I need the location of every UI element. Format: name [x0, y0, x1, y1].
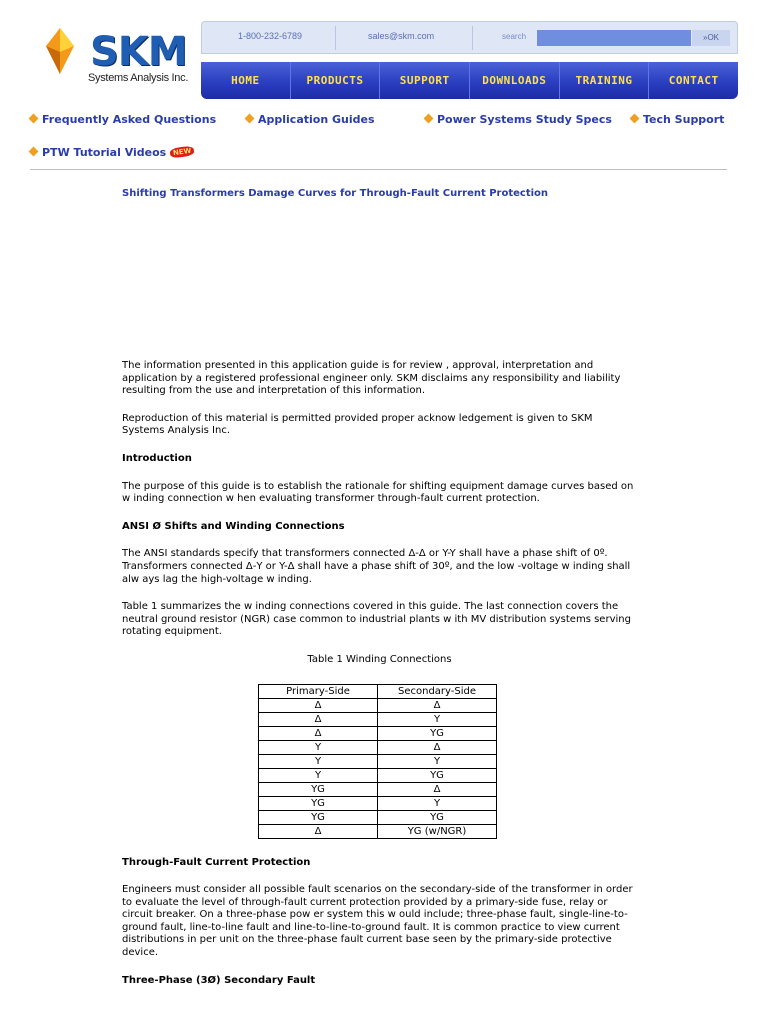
- table-row: [259, 740, 497, 754]
- table-row: [259, 754, 497, 768]
- three-phase-heading: Three-Phase (3Ø) Secondary Fault: [122, 974, 316, 986]
- divider: [472, 26, 473, 50]
- table-cell: Δ: [259, 712, 378, 726]
- bullet-diamond-icon: [29, 114, 39, 124]
- table-cell: YG: [259, 796, 378, 810]
- table-row: [259, 782, 497, 796]
- study-specs-link[interactable]: [425, 113, 612, 126]
- logo-diamond-icon: [44, 28, 76, 76]
- table-row: [259, 768, 497, 782]
- nav-training[interactable]: TRAINING: [560, 62, 650, 99]
- top-info-bar: [201, 21, 738, 54]
- table1-intro-paragraph: Table 1 summarizes the w inding connections covered in this guide. The last connection covers the neutral ground resistor (NGR) case common to industrial plants w ith MV distribution systems serving rotating equipment.: [122, 601, 631, 638]
- search-go-label: OK: [707, 33, 719, 42]
- bullet-diamond-icon: [630, 114, 640, 124]
- phone-link[interactable]: 1-800-232-6789: [238, 31, 303, 41]
- search-label: search: [502, 32, 527, 41]
- table-row: [259, 810, 497, 824]
- table-cell: Y: [378, 754, 497, 768]
- ptw-videos-label: PTW Tutorial Videos: [42, 146, 167, 159]
- search-go-button[interactable]: »OK: [692, 30, 730, 46]
- horizontal-divider: [30, 169, 727, 170]
- divider: [335, 26, 336, 50]
- winding-connections-table: [258, 684, 497, 839]
- table-row: [259, 698, 497, 712]
- tech-support-link[interactable]: [631, 113, 724, 126]
- table-caption: Table 1 Winding Connections: [307, 653, 452, 665]
- skm-logo[interactable]: [44, 28, 194, 88]
- table-header: Secondary-Side: [378, 684, 497, 698]
- table-row: [259, 726, 497, 740]
- new-badge: NEW: [170, 145, 196, 158]
- table-cell: Δ: [259, 824, 378, 838]
- logo-wordmark: SKM: [90, 29, 187, 75]
- bullet-diamond-icon: [424, 114, 434, 124]
- table-cell: Δ: [259, 698, 378, 712]
- app-guides-link[interactable]: [246, 113, 375, 126]
- nav-downloads[interactable]: DOWNLOADS: [470, 62, 560, 99]
- email-link[interactable]: sales@skm.com: [368, 31, 435, 41]
- table-cell: YG: [259, 782, 378, 796]
- table-cell: Y: [378, 796, 497, 810]
- study-specs-label: Power Systems Study Specs: [437, 113, 612, 126]
- tech-support-label: Tech Support: [643, 113, 725, 126]
- bullet-diamond-icon: [29, 147, 39, 157]
- app-guides-label: Application Guides: [258, 113, 375, 126]
- article-body: [122, 360, 637, 1002]
- table-row: [259, 796, 497, 810]
- table-cell: YG (w/NGR): [378, 824, 497, 838]
- disclaimer-paragraph: The information presented in this application guide is for review , approval, interpretation and application by a registered professional engineer only. SKM disclaims any responsibility and liability resulting from the use and interpretation of this information.: [122, 360, 621, 397]
- table-cell: YG: [378, 726, 497, 740]
- tfcp-paragraph: Engineers must consider all possible fault scenarios on the secondary-side of the transformer in order to evaluate the level of through-fault current protection provided by a primary-side fuse, relay or circuit breaker. On a three-phase pow er system this w ould include; three-phase fault, single-line-to-ground fault, line-to-line fault and line-to-line-to-ground fault. It is common practice to view current distributions in per unit on the three-phase fault current base seen by the primary-side protective device.: [122, 884, 633, 959]
- table-cell: YG: [259, 810, 378, 824]
- ansi-paragraph: The ANSI standards specify that transformers connected Δ-Δ or Y-Y shall have a phase shift of 0º. Transformers connected Δ-Y or Y-Δ shall have a phase shift of 30º, and the low -voltage w inding shall alw ays lag the high-voltage w inding.: [122, 548, 631, 585]
- table-cell: Δ: [378, 698, 497, 712]
- table-cell: Y: [259, 754, 378, 768]
- ptw-videos-link[interactable]: [30, 146, 195, 159]
- nav-products[interactable]: PRODUCTS: [291, 62, 381, 99]
- introduction-paragraph: The purpose of this guide is to establish the rationale for shifting equipment damage curves based on w inding connection w hen evaluating transformer through-fault current protection.: [122, 480, 634, 505]
- faq-label: Frequently Asked Questions: [42, 113, 217, 126]
- table-row: [259, 824, 497, 838]
- logo-subtitle: Systems Analysis Inc.: [88, 72, 189, 84]
- table-cell: Y: [378, 712, 497, 726]
- table-cell: Δ: [378, 740, 497, 754]
- ansi-heading: ANSI Ø Shifts and Winding Connections: [122, 520, 345, 532]
- bullet-diamond-icon: [245, 114, 255, 124]
- main-nav: [201, 62, 738, 99]
- nav-support[interactable]: SUPPORT: [380, 62, 470, 99]
- nav-contact[interactable]: CONTACT: [668, 74, 719, 87]
- table-row: [259, 712, 497, 726]
- table-cell: Δ: [378, 782, 497, 796]
- table-cell: Y: [259, 768, 378, 782]
- search-input[interactable]: [537, 30, 691, 46]
- table-cell: Y: [259, 740, 378, 754]
- table-cell: YG: [378, 810, 497, 824]
- after-table-section: [122, 857, 637, 988]
- introduction-heading: Introduction: [122, 452, 192, 464]
- table-header-row: [259, 684, 497, 698]
- reproduction-paragraph: Reproduction of this material is permitted provided proper acknow ledgement is given to SKM Systems Analysis Inc.: [122, 412, 593, 437]
- table-cell: YG: [378, 768, 497, 782]
- tfcp-heading: Through-Fault Current Protection: [122, 856, 311, 868]
- table-header: Primary-Side: [259, 684, 378, 698]
- page-title: Shifting Transformers Damage Curves for Through-Fault Current Protection: [122, 188, 549, 199]
- nav-home[interactable]: HOME: [201, 62, 291, 99]
- table-cell: Δ: [259, 726, 378, 740]
- faq-link[interactable]: [30, 113, 216, 126]
